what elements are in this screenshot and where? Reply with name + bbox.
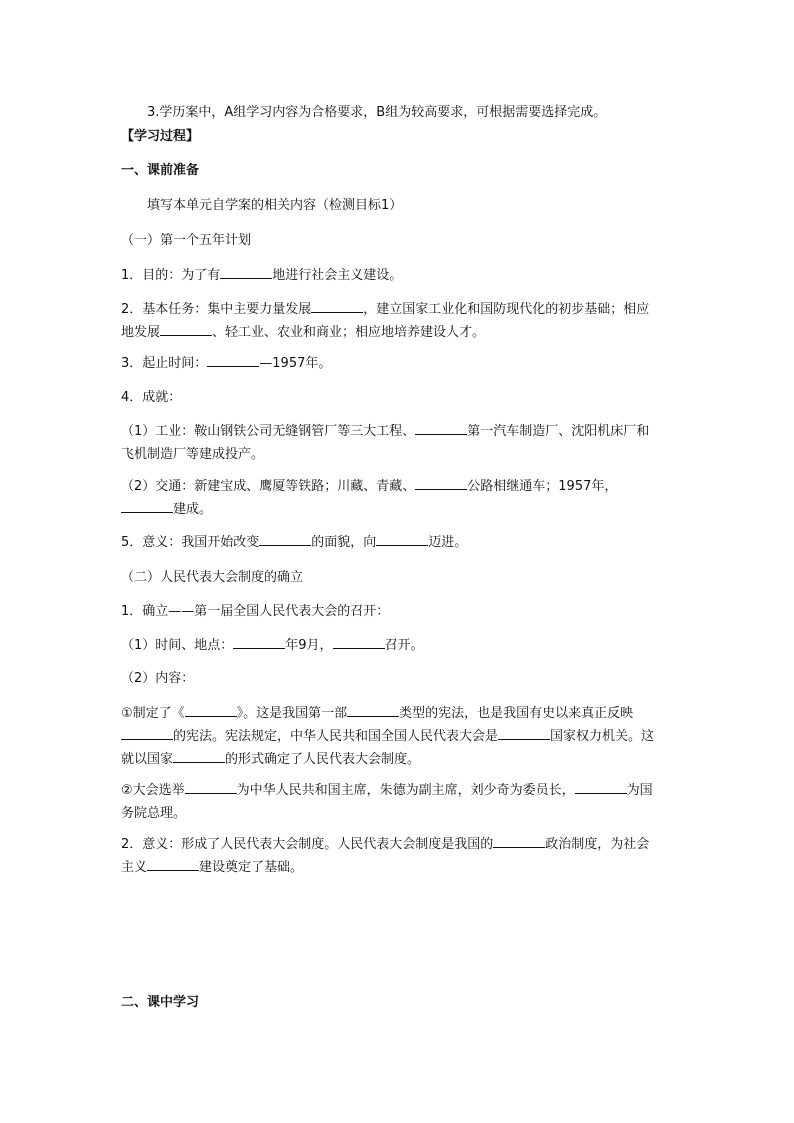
fill-blank[interactable]	[575, 779, 627, 794]
part2-item2-cont: 主义 建设奠定了基础。	[121, 856, 701, 879]
fill-blank[interactable]	[333, 634, 385, 649]
part2-item1-1: （1）时间、地点： 年9月， 召开。	[121, 634, 701, 657]
part1-item4-1-cont: 飞机制造厂等建成投产。	[121, 447, 265, 462]
part1-item5: 5．意义：我国开始改变 的面貌，向 迈进。	[121, 531, 701, 554]
part2-content2: ②大会选举 为中华人民共和国主席，朱德为副主席，刘少奇为委员长， 为国	[121, 779, 701, 802]
fill-blank[interactable]	[311, 298, 363, 313]
section1-instruction: 填写本单元自学案的相关内容（检测目标1）	[147, 198, 403, 213]
part1-item2: 2．基本任务：集中主要力量发展 ，建立国家工业化和国防现代化的初步基础；相应	[121, 298, 701, 321]
fill-blank[interactable]	[415, 475, 467, 490]
part2-content2-cont: 务院总理。	[121, 806, 187, 821]
fill-blank[interactable]	[121, 498, 173, 513]
section1-heading: 一、课前准备	[121, 163, 200, 178]
fill-blank[interactable]	[173, 748, 225, 763]
part1-item4-1: （1）工业：鞍山钢铁公司无缝钢管厂等三大工程、 第一汽车制造厂、沈阳机床厂和	[121, 420, 701, 443]
fill-blank[interactable]	[347, 702, 399, 717]
fill-blank[interactable]	[376, 531, 428, 546]
part2-item1: 1．确立——第一届全国人民代表大会的召开：	[121, 604, 390, 619]
part1-item4-2-cont: 建成。	[121, 498, 701, 521]
fill-blank[interactable]	[498, 725, 550, 740]
part2-content1: ①制定了《 》。这是我国第一部 类型的宪法，也是我国有史以来真正反映	[121, 702, 701, 725]
note-3: 3.学历案中，A组学习内容为合格要求，B组为较高要求，可根据需要选择完成。	[147, 105, 607, 120]
part2-content1-cont: 的宪法。宪法规定，中华人民共和国全国人民代表大会是 国家权力机关。这	[121, 725, 701, 748]
fill-blank[interactable]	[233, 634, 285, 649]
fill-blank[interactable]	[493, 833, 545, 848]
fill-blank[interactable]	[259, 531, 311, 546]
part1-item4: 4．成就：	[121, 390, 182, 405]
fill-blank[interactable]	[207, 352, 259, 367]
fill-blank[interactable]	[147, 856, 199, 871]
part2-heading: （二）人民代表大会制度的确立	[121, 570, 304, 585]
part2-content1-cont2: 就以国家 的形式确定了人民代表大会制度。	[121, 748, 701, 771]
part1-heading: （一）第一个五年计划	[121, 233, 252, 248]
part1-item1: 1．目的：为了有 地进行社会主义建设。	[121, 264, 701, 287]
section2-heading: 二、课中学习	[121, 995, 200, 1010]
fill-blank[interactable]	[121, 725, 173, 740]
fill-blank[interactable]	[185, 779, 237, 794]
fill-blank[interactable]	[220, 264, 272, 279]
part2-item1-2: （2）内容：	[121, 671, 195, 686]
fill-blank[interactable]	[415, 420, 467, 435]
fill-blank[interactable]	[160, 321, 212, 336]
learning-process-heading: 【学习过程】	[121, 129, 200, 144]
part1-item3: 3．起止时间： —1957年。	[121, 352, 701, 375]
part1-item4-2: （2）交通：新建宝成、鹰厦等铁路；川藏、青藏、 公路相继通车；1957年，	[121, 475, 701, 498]
fill-blank[interactable]	[185, 702, 237, 717]
part1-item2-cont: 地发展 、轻工业、农业和商业；相应地培养建设人才。	[121, 321, 701, 344]
part2-item2: 2．意义：形成了人民代表大会制度。人民代表大会制度是我国的 政治制度，为社会	[121, 833, 701, 856]
